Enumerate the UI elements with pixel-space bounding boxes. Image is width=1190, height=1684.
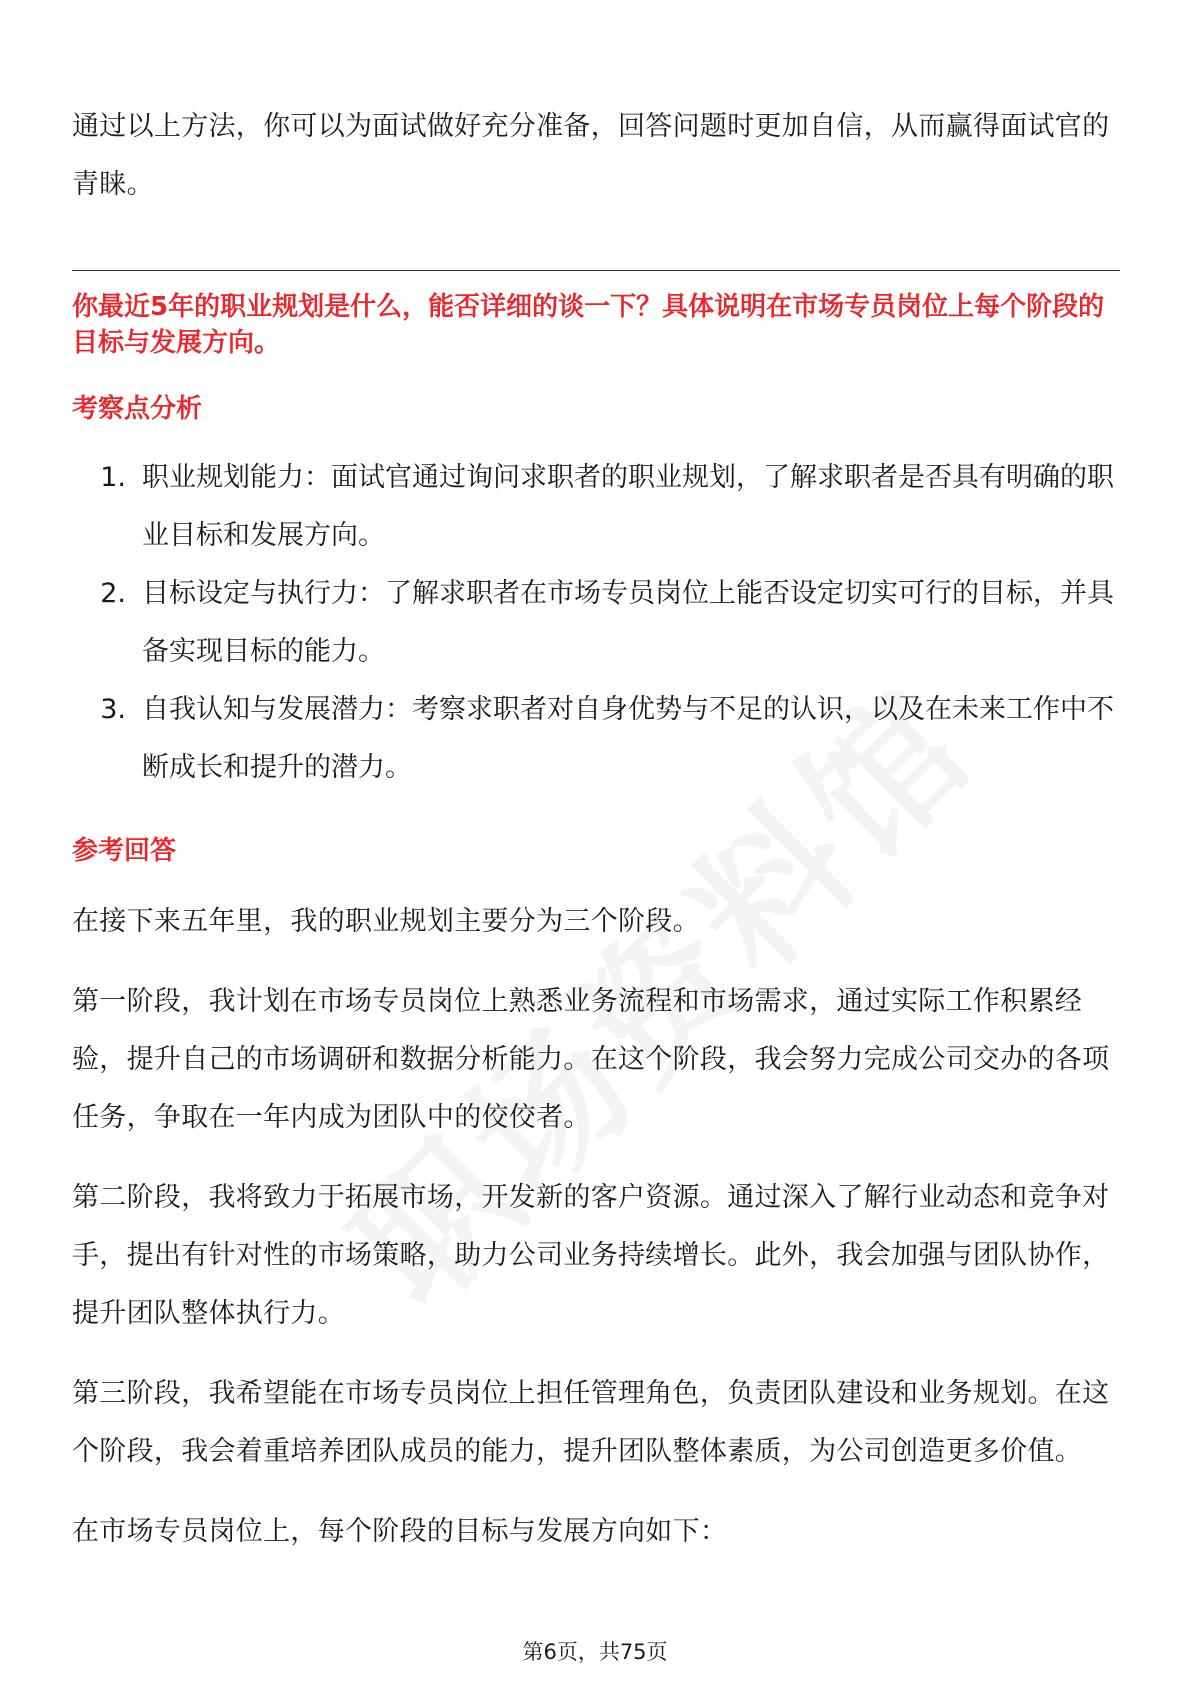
list-number: 1. — [100, 462, 126, 493]
answer-paragraph: 在接下来五年里，我的职业规划主要分为三个阶段。 — [72, 906, 700, 937]
list-item-text: 职业规划能力：面试官通过询问求职者的职业规划，了解求职者是否具有明确的职业目标和发展方向。 — [142, 462, 1114, 551]
intro-paragraph: 通过以上方法，你可以为面试做好充分准备，回答问题时更加自信，从而赢得面试官的青睐。 — [72, 111, 1110, 200]
answer-paragraph: 第三阶段，我希望能在市场专员岗位上担任管理角色，负责团队建设和业务规划。在这个阶段，我会着重培养团队成员的能力，提升团队整体素质，为公司创造更多价值。 — [72, 1378, 1110, 1467]
section-divider — [72, 270, 1120, 271]
answer-paragraph: 在市场专员岗位上，每个阶段的目标与发展方向如下： — [72, 1516, 728, 1547]
list-item — [72, 681, 1120, 797]
list-item — [72, 565, 1120, 681]
page-number: 第6页，共75页 — [522, 1640, 668, 1664]
list-item — [72, 449, 1120, 565]
question-heading: 你最近5年的职业规划是什么，能否详细的谈一下？具体说明在市场专员岗位上每个阶段的目标与发展方向。 — [72, 292, 1105, 358]
list-number: 3. — [100, 694, 126, 725]
reference-heading: 参考回答 — [72, 836, 177, 866]
list-item-text: 目标设定与执行力：了解求职者在市场专员岗位上能否设定切实可行的目标，并具备实现目标的能力。 — [142, 578, 1114, 667]
page-content — [72, 98, 1120, 1583]
list-number: 2. — [100, 578, 126, 609]
analysis-list — [72, 449, 1120, 797]
answer-paragraph: 第一阶段，我计划在市场专员岗位上熟悉业务流程和市场需求，通过实际工作积累经验，提升自己的市场调研和数据分析能力。在这个阶段，我会努力完成公司交办的各项任务，争取在一年内成为团队中的佼佼者。 — [72, 986, 1110, 1133]
analysis-heading: 考察点分析 — [72, 394, 203, 424]
list-item-text: 自我认知与发展潜力：考察求职者对自身优势与不足的认识，以及在未来工作中不断成长和提升的潜力。 — [142, 694, 1114, 783]
answer-paragraph: 第二阶段，我将致力于拓展市场，开发新的客户资源。通过深入了解行业动态和竞争对手，提出有针对性的市场策略，助力公司业务持续增长。此外，我会加强与团队协作，提升团队整体执行力。 — [72, 1182, 1110, 1329]
